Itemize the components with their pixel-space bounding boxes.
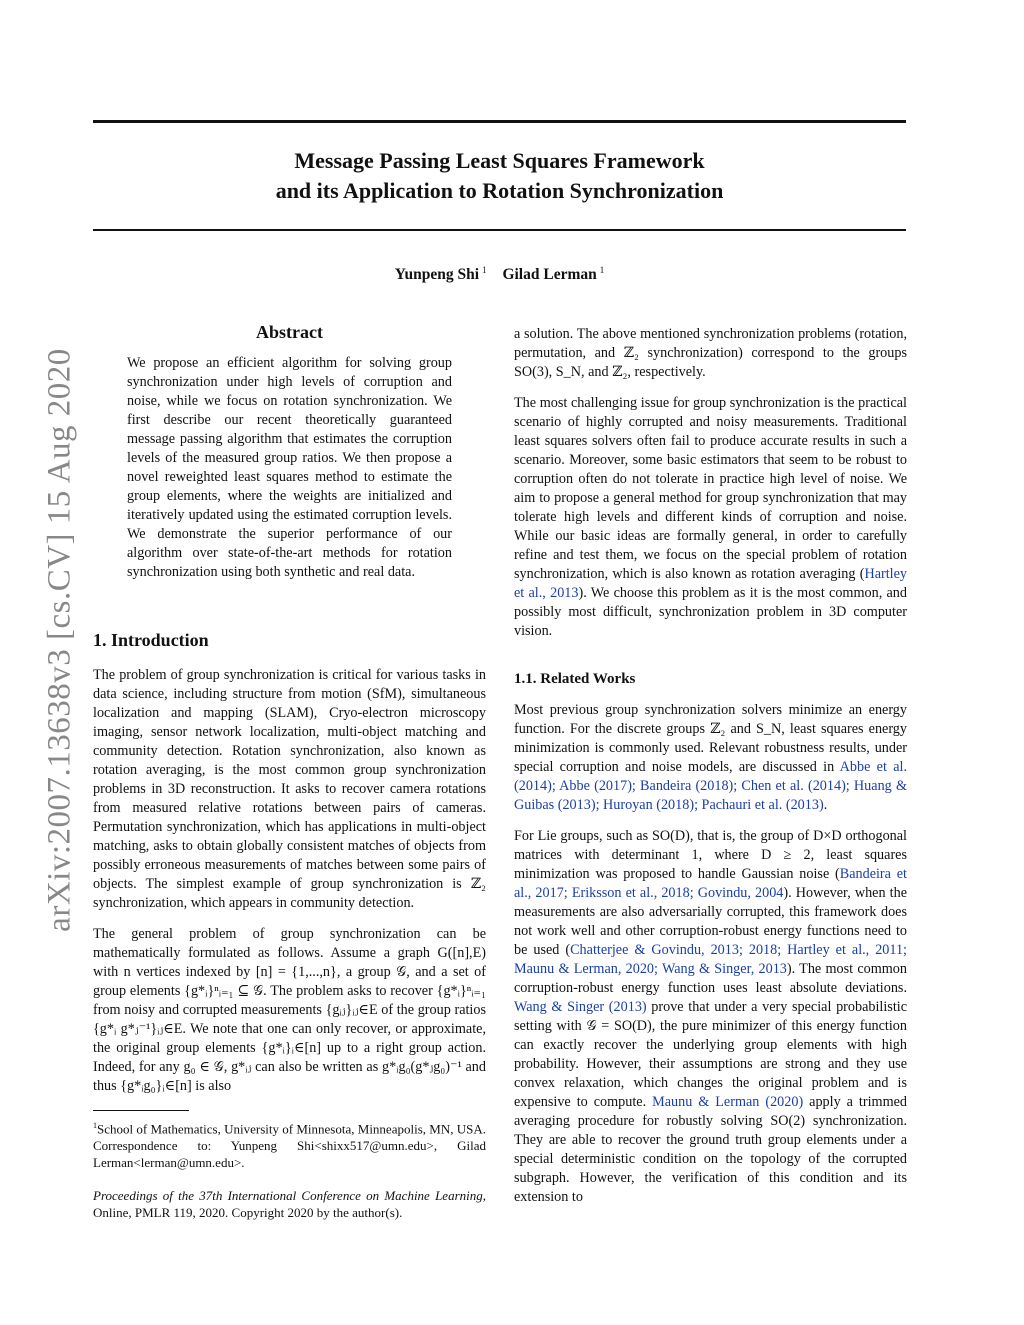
intro-paragraph-2: The general problem of group synchronization can be mathematically formulated as follows. Assume a graph G([n],E) with n vertices indexed by [n] = {1,...,n}, a group 𝒢, and a set of group elements {g*ᵢ}ⁿᵢ₌₁ ⊆ 𝒢. The problem asks to recover {g*ᵢ}ⁿᵢ₌₁ from noisy and corrupted measurements {gᵢⱼ}ᵢⱼ∈E of the group ratios {g*ᵢ g*ⱼ⁻¹}ᵢⱼ∈E. We note that one can only recover, or approximate, the original group elements {g*ᵢ}ᵢ∈[n] up to a right group action. Indeed, for any g₀ ∈ 𝒢, g*ᵢⱼ can also be written as g*ᵢg₀(g*ⱼg₀)⁻¹ and thus {g*ᵢg₀}ᵢ∈[n] is also	[93, 926, 486, 1094]
citation-links-lie-2[interactable]: Chatterjee & Govindu, 2013; 2018; Hartley et al., 2011; Maunu & Lerman, 2020; Wang & Singer, 2013	[514, 942, 908, 977]
title-top-rule	[93, 120, 906, 123]
left-column	[93, 320, 486, 1221]
citation-links-lie-1[interactable]: Bandeira et al., 2017; Eriksson et al., 2018; Govindu, 2004	[514, 866, 907, 901]
related-works-paragraph: Most previous group synchronization solvers minimize an energy function. For the discrete groups ℤ₂ and S_N, least squares energy minimization is commonly used. Relevant robustness results, under special corruption and noise models, are discussed in Abbe et al. (2014); Abbe (2017); Bandeira (2018); Chen et al. (2014); Huang & Guibas (2013); Huroyan (2018); Pachauri et al. (2013).	[514, 702, 907, 813]
author-1-affiliation: 1	[482, 265, 487, 275]
challenge-paragraph: The most challenging issue for group synchronization is the practical scenario of highly corrupted and noisy measurements. Traditional least squares solvers often fail to produce accurate results in such a scenario. Moreover, some basic estimators that seem to be robust to corruption often do not tolerate in practice high level of noise. We aim to propose a general method for group synchronization that may tolerate high levels and different kinds of corruption and noise. While our basic ideas are formally general, in order to carefully refine and test them, we focus on the special problem of rotation synchronization, which is also known as rotation averaging (Hartley et al., 2013). We choose this problem as it is the most common, and possibly most difficult, synchronization problem in 3D computer vision.	[514, 395, 907, 639]
continuation-paragraph: a solution. The above mentioned synchronization problems (rotation, permutation, and ℤ₂ synchronization) correspond to the groups SO(3), S_N, and ℤ₂, respectively.	[514, 326, 907, 380]
footnote-divider	[93, 1110, 189, 1111]
footnote-mark: 1	[93, 1121, 97, 1130]
affiliation-footnote: $^1$School of Mathematics, University of Minnesota, Minneapolis, MN, USA. Correspondence to: Yunpeng Shi<shixx517@umn.edu>, Gilad Lerman<lerman@umn.edu>.	[93, 1121, 486, 1171]
proceedings-note: Proceedings of the 37th International Conference on Machine Learning, Online, PMLR 119, 2020. Copyright 2020 by the author(s).	[93, 1188, 486, 1221]
citation-link-maunu[interactable]: Maunu & Lerman (2020)	[652, 1094, 804, 1110]
z2-symbol: ℤ₂	[470, 876, 486, 892]
author-2-affiliation: 1	[599, 265, 605, 275]
arxiv-identifier: arXiv:2007.13638v3 [cs.CV] 15 Aug 2020	[41, 348, 78, 932]
citation-links-related[interactable]: Abbe et al. (2014); Abbe (2017); Bandeira (2018); Chen et al. (2014); Huang & Guibas (2013); Huroyan (2018); Pachauri et al. (2013)	[514, 759, 907, 813]
paper-title	[93, 146, 906, 206]
title-line-2: and its Application to Rotation Synchronization	[275, 178, 724, 203]
citation-link-hartley[interactable]: Hartley et al., 2013	[514, 566, 907, 601]
related-works-heading: 1.1. Related Works	[514, 671, 636, 687]
abstract-heading: Abstract	[256, 322, 323, 342]
citation-link-wang[interactable]: Wang & Singer (2013)	[514, 999, 647, 1015]
author-2: Gilad Lerman	[502, 266, 597, 284]
author-1: Yunpeng Shi	[394, 266, 480, 284]
author-line	[93, 265, 906, 284]
introduction-heading: 1. Introduction	[93, 630, 209, 650]
title-line-1: Message Passing Least Squares Framework	[294, 148, 705, 173]
proceedings-venue: Proceedings of the 37th International Conference on Machine Learning	[93, 1188, 483, 1204]
intro-paragraph-1: The problem of group synchronization is critical for various tasks in data science, including structure from motion (SfM), simultaneous localization and mapping (SLAM), Cryo-electron microscopy imaging, sensor network localization, multi-object matching and community detection. Rotation synchronization, also known as rotation averaging, is the most common group synchronization problems in 3D reconstruction. It asks to recover camera rotations from measured relative rotations between pairs of cameras. Permutation synchronization, which has applications in multi-object matching, asks to obtain globally consistent matches of objects from possibly erroneous measurements of matches between some pairs of objects. The simplest example of group synchronization is ℤ₂ synchronization, which appears in community detection.	[93, 667, 486, 911]
title-bottom-rule	[93, 229, 906, 231]
lie-groups-paragraph: For Lie groups, such as SO(D), that is, the group of D×D orthogonal matrices with determinant 1, where D ≥ 2, least squares minimization was proposed to handle Gaussian noise (Bandeira et al., 2017; Eriksson et al., 2018; Govindu, 2004). However, when the measurements are also adversarially corrupted, this framework does not work well and other corruption-robust energy functions need to be used (Chatterjee & Govindu, 2013; 2018; Hartley et al., 2011; Maunu & Lerman, 2020; Wang & Singer, 2013). The most common corruption-robust energy function uses least absolute deviations. Wang & Singer (2013) prove that under a very special probabilistic setting with 𝒢 = SO(D), the pure minimizer of this energy function can exactly recover the underlying group elements with high probability. However, their assumptions are strong and they use convex relaxation, which changes the original problem and is expensive to compute. Maunu & Lerman (2020) apply a trimmed averaging procedure for robustly solving SO(2) synchronization. They are able to recover the ground truth group elements under a special deterministic condition on the topology of the corrupted subgraph. However, the verification of this condition and its extension to	[514, 828, 908, 1205]
right-column	[514, 325, 907, 1219]
abstract-text: We propose an efficient algorithm for solving group synchronization under high levels of corruption and noise, while we focus on rotation synchronization. We first describe our recent theoretically guaranteed message passing algorithm that estimates the corruption levels of the measured group ratios. We then propose a novel reweighted least squares method to estimate the group elements, where the weights are initialized and iteratively updated using the estimated corruption levels. We demonstrate the superior performance of our algorithm over state-of-the-art methods for rotation synchronization using both synthetic and real data.	[127, 355, 452, 580]
